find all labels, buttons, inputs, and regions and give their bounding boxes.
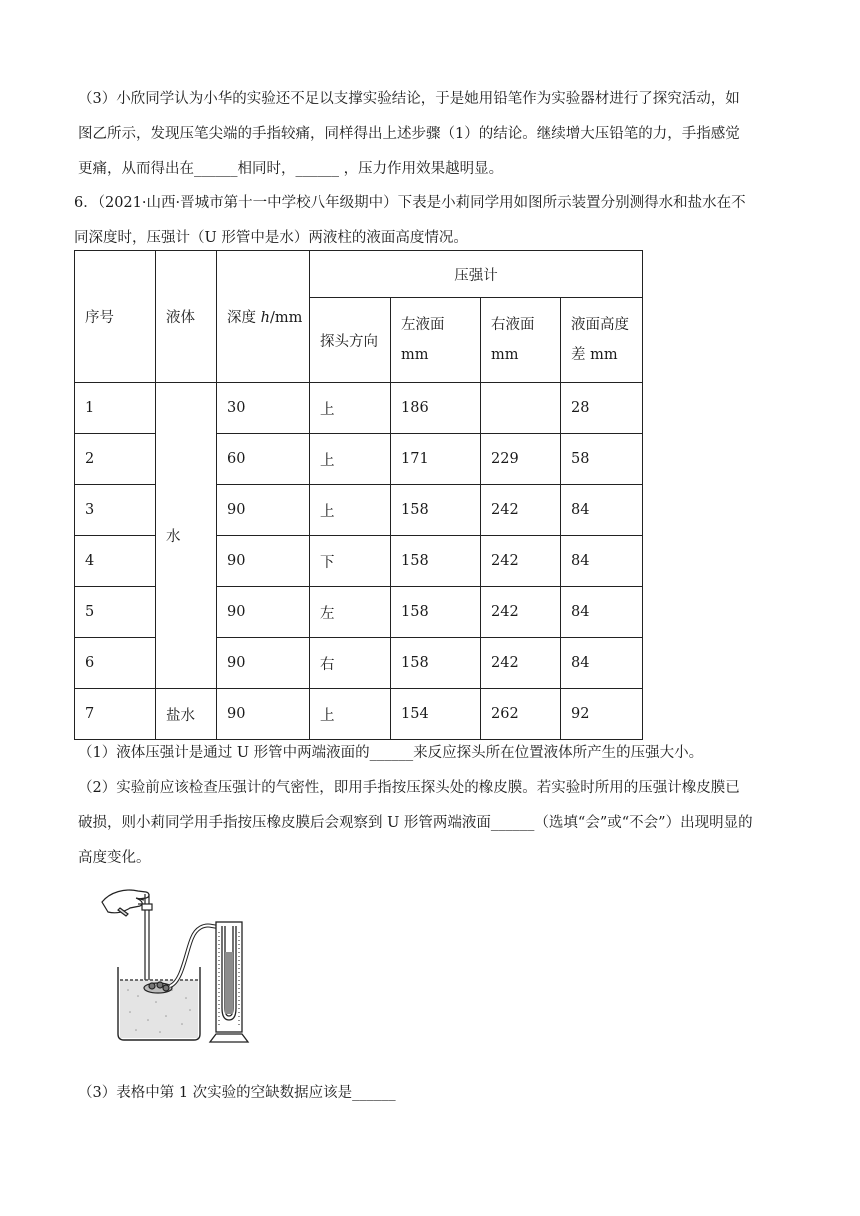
- cell-left-level: 154: [391, 689, 481, 740]
- q5-part3-line3: 更痛，从而得出在______相同时，______ ，压力作用效果越明显。: [78, 161, 504, 177]
- header-right-level-l1: 右液面: [491, 317, 535, 333]
- cell-index: 1: [75, 383, 156, 434]
- q5-part3: [78, 82, 784, 187]
- cell-direction: 左: [310, 587, 391, 638]
- cell-right-level: 229: [481, 434, 561, 485]
- q6-part2-line3: 高度变化。: [78, 850, 151, 866]
- cell-liquid-water: 水: [156, 383, 217, 689]
- pressure-data-table: [74, 250, 643, 740]
- cell-level-diff: 58: [561, 434, 643, 485]
- table-row: [75, 689, 643, 740]
- q6-intro-line2: 同深度时，压强计（U 形管中是水）两液柱的液面高度情况。: [74, 230, 468, 246]
- q6-part3: （3）表格中第 1 次实验的空缺数据应该是______: [78, 1085, 396, 1101]
- cell-index: 7: [75, 689, 156, 740]
- cell-direction: 上: [310, 383, 391, 434]
- cell-index: 3: [75, 485, 156, 536]
- header-left-level-l1: 左液面: [401, 317, 445, 333]
- cell-right-level: 262: [481, 689, 561, 740]
- cell-direction: 上: [310, 434, 391, 485]
- cell-depth: 90: [217, 587, 310, 638]
- probe-rod: [142, 894, 152, 982]
- cell-depth: 90: [217, 689, 310, 740]
- header-liquid: 液体: [156, 251, 217, 383]
- cell-level-diff: 28: [561, 383, 643, 434]
- header-depth: [217, 251, 310, 383]
- cell-left-level: 158: [391, 536, 481, 587]
- cell-index: 6: [75, 638, 156, 689]
- cell-depth: 90: [217, 536, 310, 587]
- header-direction: 探头方向: [310, 298, 391, 383]
- q6-part2: [78, 771, 784, 876]
- cell-depth: 90: [217, 485, 310, 536]
- cell-index: 2: [75, 434, 156, 485]
- cell-right-level: 242: [481, 485, 561, 536]
- cell-depth: 30: [217, 383, 310, 434]
- header-depth-var: h: [260, 310, 270, 326]
- cell-right-level: 242: [481, 638, 561, 689]
- header-index: 序号: [75, 251, 156, 383]
- q6-intro: [74, 186, 786, 256]
- cell-left-level: 171: [391, 434, 481, 485]
- table-row: [75, 383, 643, 434]
- header-level-diff-l2: 差 mm: [571, 347, 618, 363]
- cell-left-level: 158: [391, 485, 481, 536]
- cell-level-diff: 92: [561, 689, 643, 740]
- q6-intro-line1: 6．（2021·山西·晋城市第十一中学校八年级期中）下表是小莉同学用如图所示装置分别测得水和盐水在不: [74, 195, 746, 211]
- pressure-gauge-figure: [100, 882, 260, 1052]
- header-left-level: [391, 298, 481, 383]
- cell-level-diff: 84: [561, 638, 643, 689]
- cell-index: 4: [75, 536, 156, 587]
- table-header-row: [75, 251, 643, 298]
- cell-left-level: 158: [391, 587, 481, 638]
- q5-part3-line2: 图乙所示，发现压笔尖端的手指较痛，同样得出上述步骤（1）的结论。继续增大压铅笔的力，手指感觉: [78, 126, 740, 142]
- header-level-diff-l1: 液面高度: [571, 317, 629, 333]
- header-depth-prefix: 深度: [227, 310, 261, 326]
- header-left-level-l2: mm: [401, 347, 429, 363]
- header-right-level: [481, 298, 561, 383]
- cell-level-diff: 84: [561, 485, 643, 536]
- q5-part3-line1: （3）小欣同学认为小华的实验还不足以支撑实验结论，于是她用铅笔作为实验器材进行了探究活动，如: [78, 91, 740, 107]
- cell-direction: 上: [310, 689, 391, 740]
- cell-liquid-brine: 盐水: [156, 689, 217, 740]
- header-level-diff: [561, 298, 643, 383]
- cell-left-level: 158: [391, 638, 481, 689]
- cell-level-diff: 84: [561, 587, 643, 638]
- cell-direction: 上: [310, 485, 391, 536]
- cell-right-level-blank: [481, 383, 561, 434]
- beaker: [118, 967, 200, 1040]
- q6-part2-line1: （2）实验前应该检查压强计的气密性，即用手指按压探头处的橡皮膜。若实验时所用的压强计橡皮膜已: [78, 780, 740, 796]
- q6-part1: （1）液体压强计是通过 U 形管中两端液面的______来反应探头所在位置液体所产生的压强大小。: [78, 745, 704, 761]
- cell-level-diff: 84: [561, 536, 643, 587]
- cell-right-level: 242: [481, 536, 561, 587]
- u-tube-manometer: [210, 922, 248, 1042]
- q6-part2-line2: 破损，则小莉同学用手指按压橡皮膜后会观察到 U 形管两端液面______（选填“会”或“不会”）出现明显的: [78, 815, 753, 831]
- cell-depth: 60: [217, 434, 310, 485]
- hand-illustration: [102, 890, 149, 916]
- header-depth-unit: /mm: [269, 310, 303, 326]
- cell-direction: 右: [310, 638, 391, 689]
- header-right-level-l2: mm: [491, 347, 519, 363]
- cell-index: 5: [75, 587, 156, 638]
- header-gauge-group: 压强计: [310, 251, 643, 298]
- cell-right-level: 242: [481, 587, 561, 638]
- cell-left-level: 186: [391, 383, 481, 434]
- cell-direction: 下: [310, 536, 391, 587]
- cell-depth: 90: [217, 638, 310, 689]
